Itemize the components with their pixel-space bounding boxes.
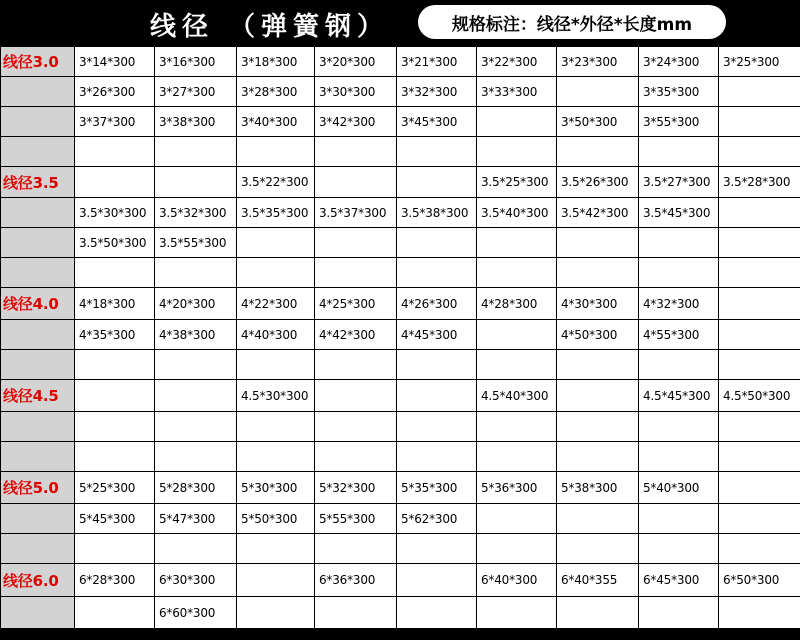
table-row xyxy=(1,412,800,442)
spec-cell xyxy=(397,258,477,288)
spec-cell: 5*36*300 xyxy=(477,472,557,504)
spec-cell xyxy=(639,504,719,534)
spec-cell xyxy=(397,412,477,442)
spec-cell xyxy=(719,137,800,167)
row-label xyxy=(1,320,75,350)
spec-cell xyxy=(639,228,719,258)
spec-cell xyxy=(557,504,639,534)
row-label xyxy=(1,534,75,564)
table-row xyxy=(1,597,800,629)
spec-cell xyxy=(639,258,719,288)
spec-cell xyxy=(315,258,397,288)
spec-table xyxy=(0,46,800,629)
spec-cell: 4*35*300 xyxy=(75,320,155,350)
spec-cell xyxy=(315,442,397,472)
spec-cell xyxy=(557,442,639,472)
spec-cell xyxy=(155,258,237,288)
spec-cell: 3*55*300 xyxy=(639,107,719,137)
table-row xyxy=(1,320,800,350)
spec-cell xyxy=(397,380,477,412)
spec-cell: 3.5*42*300 xyxy=(557,198,639,228)
spec-cell: 3*14*300 xyxy=(75,47,155,77)
spec-cell: 5*50*300 xyxy=(237,504,315,534)
spec-cell xyxy=(639,442,719,472)
spec-cell: 3*30*300 xyxy=(315,77,397,107)
spec-cell: 3*23*300 xyxy=(557,47,639,77)
spec-cell: 3*21*300 xyxy=(397,47,477,77)
spec-cell xyxy=(557,258,639,288)
spec-cell xyxy=(719,412,800,442)
spec-cell xyxy=(719,504,800,534)
spec-cell xyxy=(397,167,477,198)
spec-cell: 3*45*300 xyxy=(397,107,477,137)
row-label xyxy=(1,350,75,380)
spec-cell: 3.5*28*300 xyxy=(719,167,800,198)
table-row xyxy=(1,47,800,77)
spec-cell xyxy=(237,137,315,167)
spec-cell: 3*20*300 xyxy=(315,47,397,77)
table-row xyxy=(1,472,800,504)
spec-cell xyxy=(397,137,477,167)
spec-cell xyxy=(237,564,315,597)
spec-cell xyxy=(75,167,155,198)
row-label xyxy=(1,504,75,534)
spec-cell: 3.5*45*300 xyxy=(639,198,719,228)
spec-cell xyxy=(75,350,155,380)
spec-cell xyxy=(237,228,315,258)
spec-cell xyxy=(557,380,639,412)
spec-cell xyxy=(719,534,800,564)
spec-cell xyxy=(639,534,719,564)
spec-cell: 4.5*40*300 xyxy=(477,380,557,412)
table-row xyxy=(1,107,800,137)
spec-cell xyxy=(477,107,557,137)
spec-cell: 5*40*300 xyxy=(639,472,719,504)
spec-cell: 4*25*300 xyxy=(315,288,397,320)
spec-cell: 3.5*27*300 xyxy=(639,167,719,198)
spec-cell: 3.5*22*300 xyxy=(237,167,315,198)
row-label xyxy=(1,107,75,137)
spec-cell xyxy=(75,380,155,412)
spec-cell: 5*28*300 xyxy=(155,472,237,504)
spec-cell xyxy=(477,258,557,288)
spec-cell xyxy=(397,564,477,597)
spec-cell: 3*22*300 xyxy=(477,47,557,77)
spec-cell: 6*36*300 xyxy=(315,564,397,597)
spec-cell: 5*62*300 xyxy=(397,504,477,534)
spec-cell: 3.5*26*300 xyxy=(557,167,639,198)
table-row xyxy=(1,534,800,564)
spec-cell xyxy=(75,597,155,629)
spec-cell xyxy=(397,442,477,472)
table-row xyxy=(1,380,800,412)
spec-cell: 3*37*300 xyxy=(75,107,155,137)
spec-cell: 4*55*300 xyxy=(639,320,719,350)
spec-cell: 4*18*300 xyxy=(75,288,155,320)
row-label: 线径4.0 xyxy=(1,288,75,320)
spec-cell: 4*28*300 xyxy=(477,288,557,320)
spec-cell xyxy=(315,534,397,564)
spec-cell xyxy=(557,77,639,107)
spec-cell xyxy=(639,350,719,380)
spec-cell xyxy=(315,350,397,380)
table-row xyxy=(1,167,800,198)
spec-cell xyxy=(75,412,155,442)
spec-cell xyxy=(639,597,719,629)
spec-cell xyxy=(75,137,155,167)
spec-cell: 5*45*300 xyxy=(75,504,155,534)
spec-cell: 6*60*300 xyxy=(155,597,237,629)
spec-cell xyxy=(155,412,237,442)
spec-cell: 5*25*300 xyxy=(75,472,155,504)
spec-cell: 3.5*50*300 xyxy=(75,228,155,258)
spec-cell: 3.5*30*300 xyxy=(75,198,155,228)
row-label xyxy=(1,228,75,258)
spec-cell: 3*35*300 xyxy=(639,77,719,107)
row-label: 线径4.5 xyxy=(1,380,75,412)
spec-cell: 6*30*300 xyxy=(155,564,237,597)
spec-cell: 6*28*300 xyxy=(75,564,155,597)
spec-cell xyxy=(477,350,557,380)
spec-cell: 5*47*300 xyxy=(155,504,237,534)
spec-cell xyxy=(477,534,557,564)
row-label xyxy=(1,198,75,228)
spec-legend: 规格标注：线径*外径*长度mm xyxy=(418,5,726,39)
spec-cell: 3*18*300 xyxy=(237,47,315,77)
table-row xyxy=(1,288,800,320)
spec-cell xyxy=(397,228,477,258)
spec-cell xyxy=(477,137,557,167)
spec-cell: 4*20*300 xyxy=(155,288,237,320)
spec-cell xyxy=(155,167,237,198)
spec-cell xyxy=(557,534,639,564)
spec-cell xyxy=(237,412,315,442)
spec-cell: 3.5*38*300 xyxy=(397,198,477,228)
spec-cell: 3.5*40*300 xyxy=(477,198,557,228)
spec-cell: 4*32*300 xyxy=(639,288,719,320)
spec-cell xyxy=(315,412,397,442)
spec-cell: 3*38*300 xyxy=(155,107,237,137)
spec-cell xyxy=(477,412,557,442)
spec-cell: 3*40*300 xyxy=(237,107,315,137)
spec-cell: 3*16*300 xyxy=(155,47,237,77)
table-row xyxy=(1,77,800,107)
spec-cell: 4*42*300 xyxy=(315,320,397,350)
spec-cell xyxy=(719,228,800,258)
spec-cell xyxy=(477,597,557,629)
row-label xyxy=(1,412,75,442)
spec-cell: 4.5*50*300 xyxy=(719,380,800,412)
spec-cell xyxy=(237,258,315,288)
spec-cell: 3.5*25*300 xyxy=(477,167,557,198)
spec-cell xyxy=(719,320,800,350)
spec-cell: 3*28*300 xyxy=(237,77,315,107)
spec-cell xyxy=(237,534,315,564)
spec-cell xyxy=(237,350,315,380)
spec-cell xyxy=(237,597,315,629)
spec-cell: 3*27*300 xyxy=(155,77,237,107)
row-label xyxy=(1,137,75,167)
row-label xyxy=(1,442,75,472)
spec-cell xyxy=(75,534,155,564)
spec-cell xyxy=(557,412,639,442)
row-label: 线径6.0 xyxy=(1,564,75,597)
table-row xyxy=(1,258,800,288)
spec-cell: 5*32*300 xyxy=(315,472,397,504)
header-bar xyxy=(0,0,800,46)
spec-cell: 4*22*300 xyxy=(237,288,315,320)
spec-cell: 3.5*55*300 xyxy=(155,228,237,258)
table-row xyxy=(1,442,800,472)
spec-cell: 3*33*300 xyxy=(477,77,557,107)
spec-cell xyxy=(315,137,397,167)
row-label xyxy=(1,258,75,288)
spec-cell: 5*55*300 xyxy=(315,504,397,534)
spec-cell: 5*30*300 xyxy=(237,472,315,504)
table-row xyxy=(1,504,800,534)
row-label: 线径3.0 xyxy=(1,47,75,77)
spec-cell: 4.5*45*300 xyxy=(639,380,719,412)
spec-cell xyxy=(315,228,397,258)
spec-cell xyxy=(397,597,477,629)
spec-cell xyxy=(75,442,155,472)
spec-cell xyxy=(155,137,237,167)
spec-cell: 4*26*300 xyxy=(397,288,477,320)
spec-cell: 3*32*300 xyxy=(397,77,477,107)
spec-cell: 5*38*300 xyxy=(557,472,639,504)
spec-cell: 3.5*37*300 xyxy=(315,198,397,228)
spec-cell: 4*38*300 xyxy=(155,320,237,350)
spec-cell xyxy=(155,534,237,564)
spec-cell xyxy=(719,472,800,504)
spec-cell: 3*50*300 xyxy=(557,107,639,137)
table-row xyxy=(1,564,800,597)
spec-cell xyxy=(719,77,800,107)
spec-cell: 4.5*30*300 xyxy=(237,380,315,412)
spec-cell: 4*45*300 xyxy=(397,320,477,350)
spec-cell: 3*25*300 xyxy=(719,47,800,77)
spec-cell xyxy=(557,350,639,380)
spec-cell xyxy=(557,228,639,258)
spec-cell: 6*40*355 xyxy=(557,564,639,597)
row-label: 线径5.0 xyxy=(1,472,75,504)
spec-cell: 3*42*300 xyxy=(315,107,397,137)
table-row xyxy=(1,228,800,258)
row-label xyxy=(1,77,75,107)
spec-cell: 3*24*300 xyxy=(639,47,719,77)
spec-cell: 6*40*300 xyxy=(477,564,557,597)
spec-cell: 4*40*300 xyxy=(237,320,315,350)
spec-cell xyxy=(639,137,719,167)
table-row xyxy=(1,198,800,228)
spec-cell: 4*30*300 xyxy=(557,288,639,320)
spec-cell xyxy=(719,442,800,472)
spec-cell xyxy=(719,107,800,137)
spec-cell xyxy=(155,380,237,412)
spec-cell xyxy=(477,442,557,472)
spec-cell xyxy=(155,442,237,472)
spec-cell: 3.5*35*300 xyxy=(237,198,315,228)
spec-cell xyxy=(719,198,800,228)
spec-cell: 6*50*300 xyxy=(719,564,800,597)
spec-cell xyxy=(397,534,477,564)
spec-cell xyxy=(315,167,397,198)
row-label: 线径3.5 xyxy=(1,167,75,198)
spec-cell xyxy=(477,320,557,350)
spec-cell: 5*35*300 xyxy=(397,472,477,504)
spec-cell xyxy=(155,350,237,380)
spec-cell xyxy=(237,442,315,472)
table-row xyxy=(1,350,800,380)
page-title: 线径 （弹簧钢） xyxy=(150,12,390,42)
table-row xyxy=(1,137,800,167)
spec-cell xyxy=(477,228,557,258)
row-label xyxy=(1,597,75,629)
spec-cell xyxy=(719,288,800,320)
spec-cell xyxy=(477,504,557,534)
spec-cell xyxy=(557,137,639,167)
spec-cell: 3.5*32*300 xyxy=(155,198,237,228)
spec-cell xyxy=(719,597,800,629)
spec-cell xyxy=(397,350,477,380)
spec-cell xyxy=(719,350,800,380)
spec-cell xyxy=(639,412,719,442)
spec-cell: 4*50*300 xyxy=(557,320,639,350)
spec-cell xyxy=(75,258,155,288)
spec-cell xyxy=(557,597,639,629)
spec-cell: 3*26*300 xyxy=(75,77,155,107)
spec-cell: 6*45*300 xyxy=(639,564,719,597)
spec-cell xyxy=(315,380,397,412)
spec-cell xyxy=(719,258,800,288)
spec-cell xyxy=(315,597,397,629)
